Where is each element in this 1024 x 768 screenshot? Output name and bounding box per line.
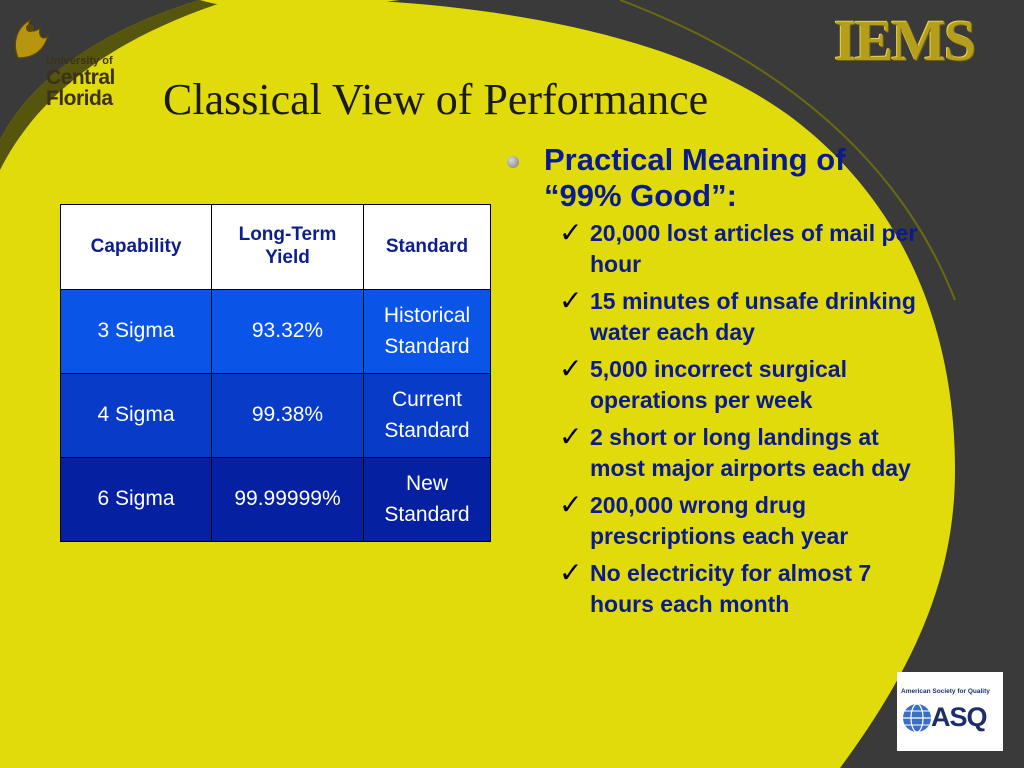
cell-capability: 6 Sigma: [61, 458, 212, 542]
list-item-text: 15 minutes of unsafe drinking water each day: [590, 288, 916, 345]
performance-table: [60, 204, 491, 542]
list-item: [507, 422, 927, 484]
cell-standard: New Standard: [364, 458, 491, 542]
ucf-line-2: Central: [46, 66, 115, 89]
slide-title: Classical View of Performance: [163, 75, 709, 124]
check-icon: ✓: [559, 284, 583, 317]
asq-logo: [897, 672, 1003, 751]
list-item: [507, 558, 927, 620]
ucf-wordmark: [46, 56, 115, 109]
list-item-text: 5,000 incorrect surgical operations per week: [590, 356, 847, 413]
asq-wordmark: ASQ: [931, 702, 987, 732]
cell-capability: 3 Sigma: [61, 290, 212, 374]
list-item: [507, 490, 927, 552]
iems-logo: IEMS: [834, 8, 975, 73]
table-row: [61, 290, 491, 374]
bullet-list: [507, 142, 927, 626]
main-bullet-text: Practical Meaning of “99% Good”:: [544, 142, 846, 213]
ucf-line-3: Florida: [46, 87, 113, 110]
pegasus-icon: [10, 14, 50, 64]
sub-bullet-list: [507, 218, 927, 620]
check-icon: ✓: [559, 420, 583, 453]
table-row: [61, 458, 491, 542]
cell-standard: Historical Standard: [364, 290, 491, 374]
cell-capability: 4 Sigma: [61, 374, 212, 458]
check-icon: ✓: [559, 216, 583, 249]
header-capability: Capability: [61, 205, 212, 290]
bullet-dot-icon: [507, 156, 519, 168]
ucf-logo: [10, 14, 140, 110]
list-item: [507, 354, 927, 416]
list-item-text: 2 short or long landings at most major airports each day: [590, 424, 911, 481]
list-item-text: 200,000 wrong drug prescriptions each year: [590, 492, 849, 549]
globe-icon: [901, 702, 933, 734]
header-standard: Standard: [364, 205, 491, 290]
main-bullet: [507, 142, 927, 214]
header-long-term-yield: Long-Term Yield: [212, 205, 364, 290]
cell-yield: 93.32%: [212, 290, 364, 374]
cell-yield: 99.38%: [212, 374, 364, 458]
table-row: [61, 374, 491, 458]
check-icon: ✓: [559, 488, 583, 521]
list-item-text: No electricity for almost 7 hours each month: [590, 560, 872, 617]
check-icon: ✓: [559, 352, 583, 385]
list-item: [507, 218, 927, 280]
ucf-line-1: University of: [46, 55, 113, 67]
list-item: [507, 286, 927, 348]
asq-tagline: American Society for Quality: [901, 688, 990, 695]
list-item-text: 20,000 lost articles of mail per hour: [590, 220, 918, 277]
table-header-row: [61, 205, 491, 290]
cell-yield: 99.99999%: [212, 458, 364, 542]
cell-standard: Current Standard: [364, 374, 491, 458]
check-icon: ✓: [559, 556, 583, 589]
